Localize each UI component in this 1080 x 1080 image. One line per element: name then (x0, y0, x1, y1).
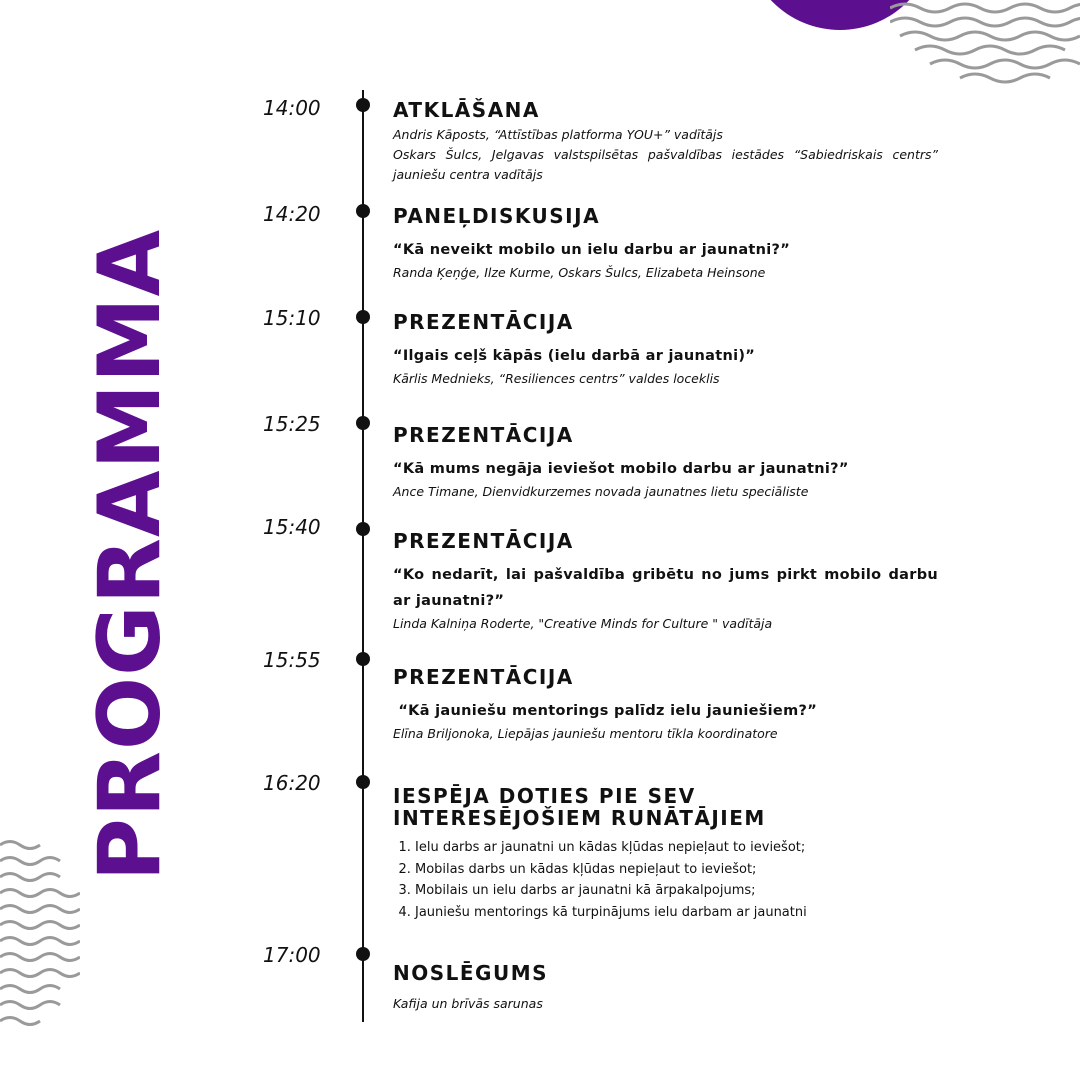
speaker-line: Kafija un brīvās sarunas (393, 996, 543, 1011)
speaker-line: Oskars Šulcs, Jelgavas valstspilsētas pašvaldības iestādes “Sabiedriskais centrs” jauniešu centra vadītājs (393, 147, 938, 182)
page-title: PROGRAMMA (80, 228, 180, 882)
session-heading: ATKLĀŠANA (393, 98, 540, 122)
session-heading: PREZENTĀCIJA (393, 423, 574, 447)
session-topic: “Ko nedarīt, lai pašvaldība gribētu no jums pirkt mobilo darbu ar jaunatni?” (393, 567, 938, 609)
speaker-line: Randa Ķeņģe, Ilze Kurme, Oskars Šulcs, Elizabeta Heinsone (393, 265, 766, 280)
time-label: 15:10 (263, 306, 321, 330)
timeline-dot (356, 204, 370, 218)
session-heading: NOSLĒGUMS (393, 961, 549, 985)
topic-list (393, 837, 938, 923)
session-topic: “Kā jauniešu mentorings palīdz ielu jauniešiem?” (393, 703, 818, 719)
timeline-dot (356, 775, 370, 789)
time-label: 14:20 (263, 202, 321, 226)
timeline-dot (356, 522, 370, 536)
timeline-dot (356, 310, 370, 324)
schedule-item (393, 205, 938, 283)
time-label: 15:40 (263, 515, 321, 539)
list-item: 2. Mobilas darbs un kādas kļūdas nepieļaut to ieviešot; (415, 859, 938, 881)
session-topic: “Ilgais ceļš kāpās (ielu darbā ar jaunatni)” (393, 348, 756, 364)
schedule-item (393, 666, 938, 744)
time-label: 17:00 (263, 943, 321, 967)
session-heading: PREZENTĀCIJA (393, 665, 574, 689)
schedule-item (393, 530, 938, 634)
timeline-dot (356, 98, 370, 112)
session-heading: PANEĻDISKUSIJA (393, 204, 601, 228)
wave-pattern-top-icon (890, 0, 1080, 90)
schedule-item (393, 962, 938, 1014)
time-label: 14:00 (263, 96, 321, 120)
list-item: 4. Jauniešu mentorings kā turpinājums ielu darbam ar jaunatni (415, 902, 938, 924)
session-heading: IESPĒJA DOTIES PIE SEV (393, 784, 696, 808)
session-heading: PREZENTĀCIJA (393, 529, 574, 553)
timeline-dot (356, 416, 370, 430)
schedule-item (393, 424, 938, 502)
timeline-line (362, 90, 364, 1022)
speaker-line: Kārlis Mednieks, “Resiliences centrs” valdes loceklis (393, 371, 720, 386)
time-label: 15:55 (263, 648, 321, 672)
session-topic: “Kā mums negāja ieviešot mobilo darbu ar jaunatni?” (393, 461, 849, 477)
list-item: 3. Mobilais un ielu darbs ar jaunatni kā ārpakalpojums; (415, 880, 938, 902)
session-heading: INTERESĒJOŠIEM RUNĀTĀJIEM (393, 806, 766, 830)
timeline-dot (356, 947, 370, 961)
session-heading: PREZENTĀCIJA (393, 310, 574, 334)
schedule-item (393, 99, 938, 185)
session-topic: “Kā neveikt mobilo un ielu darbu ar jaunatni?” (393, 242, 791, 258)
time-label: 16:20 (263, 771, 321, 795)
schedule-item (393, 311, 938, 389)
time-label: 15:25 (263, 412, 321, 436)
schedule-item (393, 785, 938, 923)
speaker-line: Ance Timane, Dienvidkurzemes novada jaunatnes lietu speciāliste (393, 484, 809, 499)
speaker-line: Elīna Briljonoka, Liepājas jauniešu mentoru tīkla koordinatore (393, 726, 778, 741)
timeline-dot (356, 652, 370, 666)
list-item: 1. Ielu darbs ar jaunatni un kādas kļūdas nepieļaut to ieviešot; (415, 837, 938, 859)
speaker-line: Andris Kāposts, “Attīstības platforma YOU+” vadītājs (393, 127, 723, 142)
wave-pattern-bottom-icon (0, 835, 80, 1045)
speaker-line: Linda Kalniņa Roderte, "Creative Minds for Culture " vadītāja (393, 616, 773, 631)
